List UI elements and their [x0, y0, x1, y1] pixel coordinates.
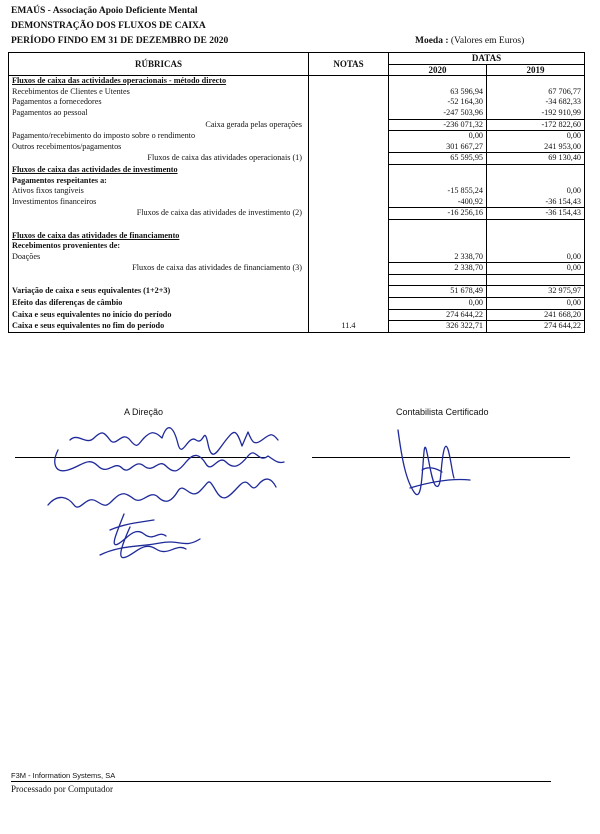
col-year-2019: 2019: [487, 64, 585, 76]
row-label: Pagamentos a fornecedores: [9, 97, 309, 108]
value-2019: 241 668,20: [487, 309, 585, 321]
footer-divider: [11, 781, 551, 782]
row-label: Investimentos financeiros: [9, 197, 309, 208]
value-2019: 67 706,77: [487, 87, 585, 98]
row-label: Pagamentos respeitantes a:: [9, 176, 309, 187]
signature-4: [110, 514, 166, 545]
value-2020: -52 164,30: [389, 97, 487, 108]
row-label: Outros recebimentos/pagamentos: [9, 142, 309, 153]
doc-period: PERÍODO FINDO EM 31 DE DEZEMBRO DE 2020: [11, 36, 229, 46]
value-2019: 274 644,22: [487, 321, 585, 333]
value-2020: 274 644,22: [389, 309, 487, 321]
value-2020: 0,00: [389, 131, 487, 142]
software-credit: F3M - Information Systems, SA: [11, 771, 116, 780]
processed-note: Processado por Computador: [11, 784, 113, 794]
col-datas: DATAS: [389, 53, 585, 65]
signature-5: [100, 527, 200, 558]
value-2019: -34 682,33: [487, 97, 585, 108]
row-label: Pagamentos ao pessoal: [9, 108, 309, 119]
row-label: Fluxos de caixa das actividades de investimento: [9, 164, 309, 175]
value-2020: 51 678,49: [389, 286, 487, 298]
value-2020: -400,92: [389, 197, 487, 208]
org-name: EMAÚS - Associação Apoio Deficiente Mental: [11, 6, 198, 16]
row-label: Doações: [9, 252, 309, 263]
value-2020: -236 071,32: [389, 119, 487, 131]
row-label: Recebimentos de Clientes e Utentes: [9, 87, 309, 98]
row-label: Fluxos de caixa das atividades de financiamento (3): [9, 263, 309, 275]
signature-1: [70, 428, 278, 454]
value-2019: -36 154,43: [487, 208, 585, 220]
value-2019: -192 910,99: [487, 108, 585, 119]
value-2019: -172 822,60: [487, 119, 585, 131]
value-2019: 32 975,97: [487, 286, 585, 298]
value-2020: 326 322,71: [389, 321, 487, 333]
row-label: Caixa e seus equivalentes no fim do período: [9, 321, 309, 333]
value-2020: -16 256,16: [389, 208, 487, 220]
value-2019: 0,00: [487, 298, 585, 310]
col-rubricas: RÚBRICAS: [9, 53, 309, 76]
doc-title: DEMONSTRAÇÃO DOS FLUXOS DE CAIXA: [11, 21, 206, 31]
value-2020: 301 667,27: [389, 142, 487, 153]
currency-value: (Valores em Euros): [450, 36, 525, 46]
value-2020: -247 503,96: [389, 108, 487, 119]
row-label: Variação de caixa e seus equivalentes (1+2+3): [9, 286, 309, 298]
signature-accountant: [398, 430, 470, 495]
col-year-2020: 2020: [389, 64, 487, 76]
value-2020: 65 595,95: [389, 153, 487, 165]
accountant-label: Contabilista Certificado: [396, 407, 489, 417]
row-label: Recebimentos provenientes de:: [9, 241, 309, 252]
row-label: Efeito das diferenças de câmbio: [9, 298, 309, 310]
row-label: Caixa e seus equivalentes no início do período: [9, 309, 309, 321]
value-2019: -36 154,43: [487, 197, 585, 208]
value-2020: -15 855,24: [389, 186, 487, 197]
signature-2: [55, 450, 284, 471]
value-2020: 63 596,94: [389, 87, 487, 98]
value-2020: 2 338,70: [389, 252, 487, 263]
row-nota: 11.4: [309, 321, 389, 333]
currency-label: Moeda :: [415, 36, 449, 46]
direction-label: A Direção: [124, 407, 164, 417]
row-label: Fluxos de caixa das actividades operacionais - método directo: [9, 76, 309, 87]
row-label: Caixa gerada pelas operações: [9, 119, 309, 131]
col-notas: NOTAS: [309, 53, 389, 76]
row-label: Pagamento/recebimento do imposto sobre o rendimento: [9, 131, 309, 142]
value-2020: 2 338,70: [389, 263, 487, 275]
value-2019: 0,00: [487, 131, 585, 142]
value-2019: 69 130,40: [487, 153, 585, 165]
row-label: Fluxos de caixa das atividades operacionais (1): [9, 153, 309, 165]
value-2019: 241 953,00: [487, 142, 585, 153]
value-2020: 0,00: [389, 298, 487, 310]
signature-3: [48, 479, 276, 507]
value-2019: 0,00: [487, 252, 585, 263]
row-label: Ativos fixos tangíveis: [9, 186, 309, 197]
row-label: Fluxos de caixa das atividades de financiamento: [9, 231, 309, 242]
row-label: Fluxos de caixa das atividades de investimento (2): [9, 208, 309, 220]
value-2019: 0,00: [487, 263, 585, 275]
value-2019: 0,00: [487, 186, 585, 197]
